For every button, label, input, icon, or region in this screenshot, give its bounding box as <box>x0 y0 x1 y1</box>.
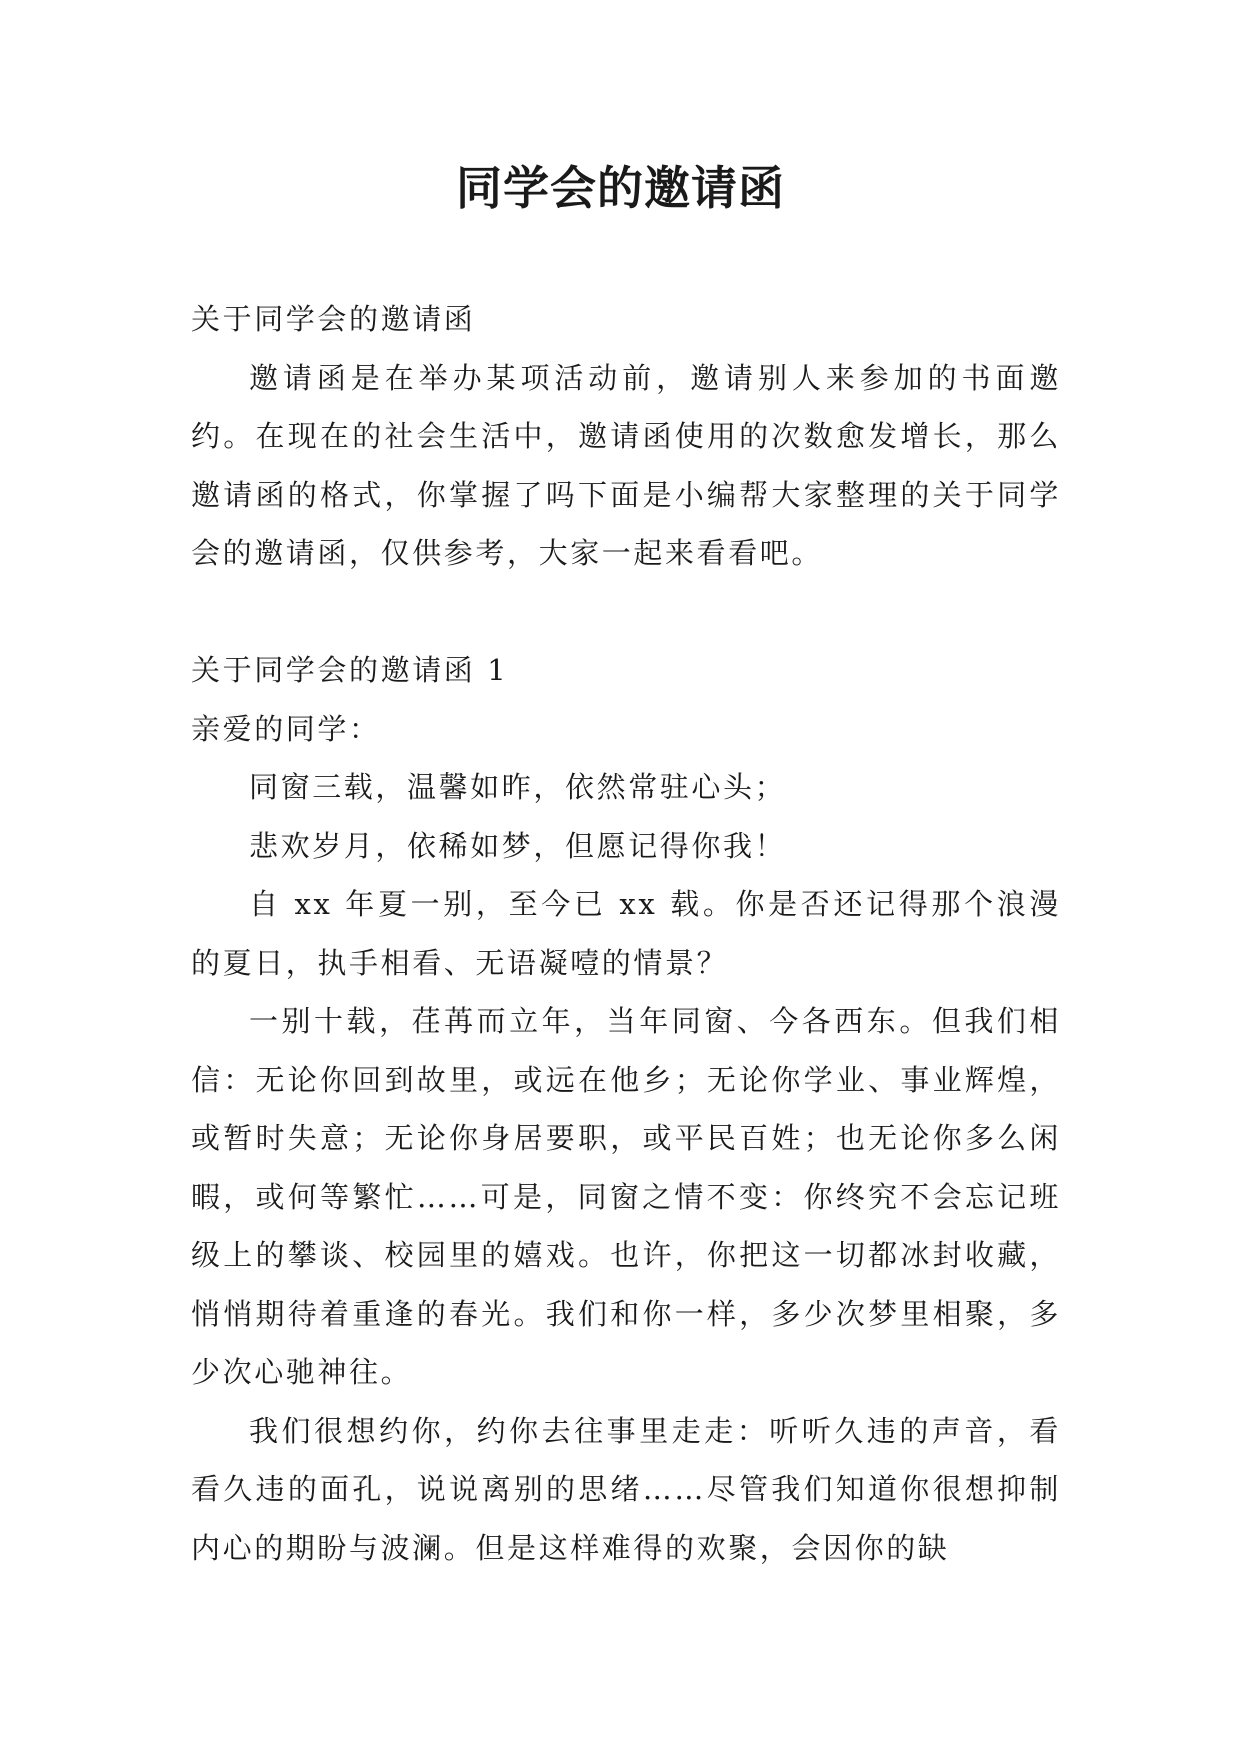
letter-verse-line-2: 悲欢岁月，依稀如梦，但愿记得你我！ <box>249 828 787 863</box>
letter-paragraph: 我们很想约你，约你去往事里走走：听听久违的声音，看看久违的面孔，说说离别的思绪……尽管我们知道你很想抑制内心的期盼与波澜。但是这样难得的欢聚，会因你的缺 <box>191 1413 1061 1565</box>
letter-paragraph: 一别十载，荏苒而立年，当年同窗、今各西东。但我们相信：无论你回到故里，或远在他乡；无论你学业、事业辉煌，或暂时失意；无论你身居要职，或平民百姓；也无论你多么闲暇，或何等繁忙……可是，同窗之情不变：你终究不会忘记班级上的攀谈、校园里的嬉戏。也许，你把这一切都冰封收藏，悄悄期待着重逢的春光。我们和你一样，多少次梦里相聚，多少次心驰神往。 <box>191 1004 1061 1389</box>
letter-verse-line-1: 同窗三载，温馨如昨，依然常驻心头； <box>249 770 787 804</box>
section-heading-intro: 关于同学会的邀请函 <box>191 302 476 336</box>
document-title: 同学会的邀请函 <box>456 161 785 215</box>
letter-paragraph: 自 xx 年夏一别，至今已 xx 载。你是否还记得那个浪漫的夏日，执手相看、无语凝噎的情景？ <box>191 887 1061 980</box>
section-heading-letter-1: 关于同学会的邀请函 1 <box>191 653 509 687</box>
document-body <box>191 290 1061 1577</box>
paragraph-spacer <box>191 583 1061 642</box>
letter-salutation: 亲爱的同学： <box>191 711 381 746</box>
intro-paragraph: 邀请函是在举办某项活动前，邀请别人来参加的书面邀约。在现在的社会生活中，邀请函使用的次数愈发增长，那么邀请函的格式，你掌握了吗下面是小编帮大家整理的关于同学会的邀请函，仅供参考，大家一起来看看吧。 <box>191 360 1061 570</box>
